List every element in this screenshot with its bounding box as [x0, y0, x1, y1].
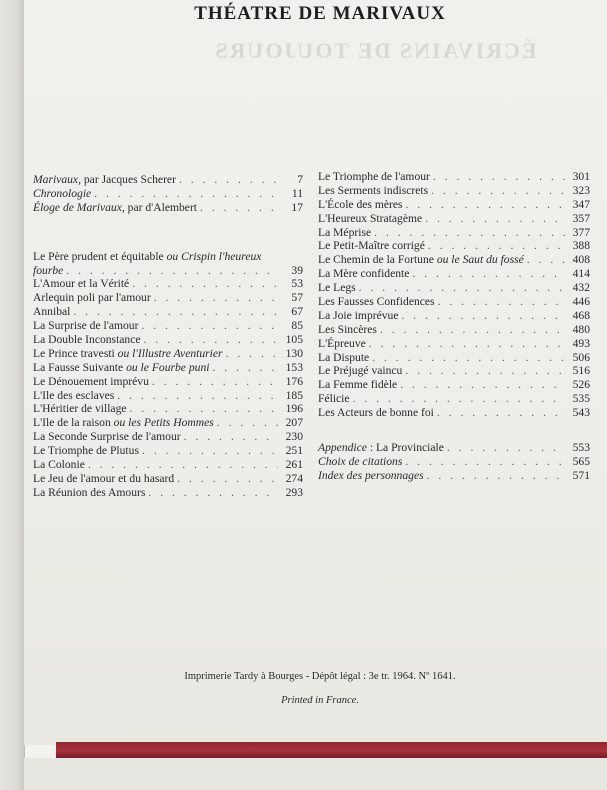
dot-leader — [447, 441, 565, 455]
toc-entry-title: Le Petit-Maître corrigé — [318, 239, 425, 253]
dot-leader — [401, 309, 565, 323]
toc-entry — [318, 281, 590, 295]
toc-entry — [318, 469, 590, 483]
toc-entry-title: Le Triomphe de l'amour — [318, 170, 430, 183]
toc-entry — [318, 309, 590, 323]
toc-entry-title: La Dispute — [318, 350, 370, 364]
dot-leader — [369, 337, 565, 351]
toc-entry — [318, 253, 590, 267]
toc-entry-title: Arlequin poli par l'amour — [33, 291, 151, 305]
toc-page-number: 388 — [572, 239, 590, 253]
toc-entry — [318, 212, 590, 226]
toc-entry — [33, 472, 303, 486]
toc-entry — [33, 277, 303, 291]
toc-entry-title: La Double Inconstance — [33, 333, 141, 347]
toc-entry-title: Le Legs — [318, 281, 356, 295]
section-gap — [318, 420, 590, 441]
dot-leader — [212, 361, 278, 375]
toc-entry-title: Le Dénouement imprévu — [33, 374, 149, 388]
toc-entry-title: Éloge de Marivaux, par d'Alembert — [33, 200, 198, 214]
toc-entry-title: Le Prince travesti ou l'Illustre Aventurier — [33, 346, 223, 360]
dot-leader — [152, 375, 278, 389]
dot-leader — [431, 184, 565, 198]
dot-leader — [184, 430, 278, 444]
toc-page-number: 196 — [285, 402, 303, 416]
toc-page-number: 526 — [572, 378, 590, 392]
toc-entry — [33, 402, 303, 416]
toc-page-number: 571 — [572, 468, 590, 482]
toc-entry — [318, 295, 590, 309]
toc-entry-title: La Réunion des Amours — [33, 485, 146, 499]
toc-page-number: 377 — [572, 225, 590, 239]
toc-entry — [318, 239, 590, 253]
toc-entry — [318, 455, 590, 469]
toc-entry-title: Les Fausses Confidences — [318, 295, 435, 309]
dot-leader — [88, 458, 278, 472]
dot-leader — [148, 486, 278, 500]
toc-entry-title: L'Heureux Stratagème — [318, 211, 423, 225]
toc-page-number: 553 — [572, 441, 590, 455]
dot-leader — [438, 295, 565, 309]
toc-page-number: 414 — [572, 267, 590, 281]
toc-entry-title: La Surprise de l'amour — [33, 319, 139, 333]
dot-leader — [179, 173, 278, 187]
dot-leader — [154, 291, 278, 305]
toc-page-number: 323 — [572, 183, 590, 197]
toc-entry-title: Félicie — [318, 392, 350, 406]
toc-page-number: 7 — [297, 173, 303, 186]
dot-leader — [405, 455, 565, 469]
toc-page-number: 506 — [572, 350, 590, 364]
dot-leader — [73, 305, 278, 319]
dot-leader — [200, 201, 278, 215]
toc-entry — [318, 198, 590, 212]
table-surface — [24, 758, 607, 790]
toc-entry-title: La Joie imprévue — [318, 308, 399, 322]
toc-entry — [318, 337, 590, 351]
dot-leader — [130, 402, 278, 416]
toc-page-number: 565 — [572, 454, 590, 468]
toc-entry — [33, 430, 303, 444]
section-gap — [33, 215, 303, 236]
toc-page-number: 301 — [572, 170, 590, 183]
toc-entry — [33, 264, 303, 278]
toc-left-column — [33, 173, 303, 500]
toc-entry — [33, 361, 303, 375]
toc-entry-title: Les Serments indiscrets — [318, 183, 429, 197]
printed-in-france: Printed in France. — [281, 695, 359, 706]
toc-entry-title: La Mère confidente — [318, 267, 410, 281]
toc-entry-title: L'Ile de la raison ou les Petits Hommes — [33, 416, 214, 430]
toc-entry-title: Les Acteurs de bonne foi — [318, 406, 434, 420]
dot-leader — [217, 416, 278, 430]
toc-entry-title: Le Triomphe de Plutus — [33, 444, 139, 458]
toc-entry — [33, 416, 303, 430]
toc-entry-title: Appendice : La Provinciale — [318, 441, 444, 455]
toc-page-number: 53 — [291, 277, 303, 291]
dot-leader — [66, 264, 278, 278]
toc-entry — [318, 226, 590, 240]
toc-page-number: 39 — [291, 263, 303, 277]
toc-entry-title: La Colonie — [33, 458, 85, 472]
toc-page-number: 493 — [572, 336, 590, 350]
toc-entry-title: Le Père prudent et équitable ou Crispin l'heureux — [33, 249, 262, 263]
toc-entry — [33, 173, 303, 187]
toc-page-number: 153 — [285, 360, 303, 374]
toc-entry — [33, 458, 303, 472]
dot-leader — [141, 319, 278, 333]
dot-leader — [144, 333, 278, 347]
toc-entry — [33, 250, 303, 264]
dot-leader — [412, 267, 565, 281]
toc-entry — [318, 267, 590, 281]
toc-page-number: 293 — [285, 485, 303, 499]
dot-leader — [142, 444, 278, 458]
toc-entry — [318, 351, 590, 365]
dot-leader — [433, 170, 565, 184]
dot-leader — [425, 212, 565, 226]
toc-entry-title: Index des personnages — [318, 468, 424, 482]
toc-entry-title: fourbe — [33, 263, 64, 277]
toc-entry — [318, 378, 590, 392]
dot-leader — [437, 406, 565, 420]
dot-leader — [527, 253, 565, 267]
toc-entry — [33, 347, 303, 361]
dot-leader — [359, 281, 565, 295]
dot-leader — [94, 187, 278, 201]
toc-entry-title: Marivaux, par Jacques Scherer — [33, 173, 176, 186]
toc-entry — [33, 187, 303, 201]
printer-imprint: Imprimerie Tardy à Bourges - Dépôt légal : 3e tr. 1964. Nº 1641. — [184, 671, 456, 682]
toc-entry — [33, 305, 303, 319]
toc-entry — [33, 444, 303, 458]
dot-leader — [374, 226, 565, 240]
dot-leader — [353, 392, 565, 406]
dot-leader — [405, 364, 565, 378]
toc-page-number: 432 — [572, 281, 590, 295]
toc-page-number: 543 — [572, 406, 590, 420]
toc-entry-title: La Fausse Suivante ou le Fourbe puni — [33, 360, 210, 374]
dot-leader — [117, 389, 278, 403]
show-through-text: ÉCRIVAINS DE TOUJOURS — [213, 38, 537, 63]
dot-leader — [427, 469, 565, 483]
toc-page-number: 480 — [572, 322, 590, 336]
toc-page-number: 230 — [285, 430, 303, 444]
toc-entry — [33, 201, 303, 215]
toc-entry-title: L'École des mères — [318, 197, 403, 211]
toc-entry-title: Annibal — [33, 305, 71, 319]
toc-page-number: 408 — [572, 253, 590, 267]
toc-entry-title: Le Jeu de l'amour et du hasard — [33, 471, 175, 485]
toc-entry — [33, 291, 303, 305]
page-title: THÉATRE DE MARIVAUX — [194, 3, 446, 24]
toc-page-number: 535 — [572, 392, 590, 406]
toc-page-number: 207 — [285, 416, 303, 430]
toc-page-number: 85 — [291, 319, 303, 333]
toc-entry — [318, 170, 590, 184]
dot-leader — [226, 347, 278, 361]
toc-entry — [33, 486, 303, 500]
toc-entry-title: Les Sincères — [318, 322, 377, 336]
dot-leader — [428, 239, 565, 253]
toc-entry-title: Le Préjugé vaincu — [318, 364, 403, 378]
toc-page-number: 468 — [572, 308, 590, 322]
toc-entry-title: La Méprise — [318, 225, 372, 239]
book-gutter — [0, 0, 25, 790]
toc-entry — [33, 375, 303, 389]
toc-entry — [33, 333, 303, 347]
toc-page-number: 516 — [572, 364, 590, 378]
toc-entry-title: L'Épreuve — [318, 336, 366, 350]
toc-entry-title: L'Amour et la Vérité — [33, 277, 130, 291]
toc-entry-title: L'Ile des esclaves — [33, 388, 115, 402]
dot-leader — [400, 378, 565, 392]
toc-page-number: 105 — [285, 333, 303, 347]
toc-entry-title: Le Chemin de la Fortune ou le Saut du fossé — [318, 253, 524, 267]
toc-entry — [33, 319, 303, 333]
dot-leader — [177, 472, 278, 486]
toc-page-number: 446 — [572, 295, 590, 309]
toc-page-number: 57 — [291, 291, 303, 305]
toc-page-number: 11 — [291, 186, 303, 200]
toc-page-number: 185 — [285, 388, 303, 402]
toc-entry — [318, 364, 590, 378]
dot-leader — [372, 351, 565, 365]
dot-leader — [406, 198, 566, 212]
toc-entry — [318, 323, 590, 337]
toc-page-number: 251 — [285, 444, 303, 458]
toc-entry-title: L'Héritier de village — [33, 402, 127, 416]
section-gap — [33, 236, 303, 250]
red-cover-edge — [56, 742, 607, 758]
toc-entry — [318, 392, 590, 406]
toc-page-number: 357 — [572, 211, 590, 225]
toc-entry-title: La Femme fidèle — [318, 378, 398, 392]
toc-page-number: 274 — [285, 471, 303, 485]
toc-entry — [318, 441, 590, 455]
dot-leader — [380, 323, 565, 337]
toc-entry-title: La Seconde Surprise de l'amour — [33, 430, 181, 444]
toc-page-number: 67 — [291, 305, 303, 319]
toc-right-column — [318, 170, 590, 483]
toc-entry — [318, 184, 590, 198]
toc-page-number: 261 — [285, 458, 303, 472]
dot-leader — [132, 277, 278, 291]
toc-page-number: 17 — [291, 200, 303, 214]
toc-page-number: 347 — [572, 197, 590, 211]
toc-page-number: 130 — [285, 346, 303, 360]
toc-entry-title: Chronologie — [33, 186, 92, 200]
toc-entry — [33, 389, 303, 403]
toc-entry-title: Choix de citations — [318, 454, 403, 468]
toc-page-number: 176 — [285, 374, 303, 388]
toc-entry — [318, 406, 590, 420]
